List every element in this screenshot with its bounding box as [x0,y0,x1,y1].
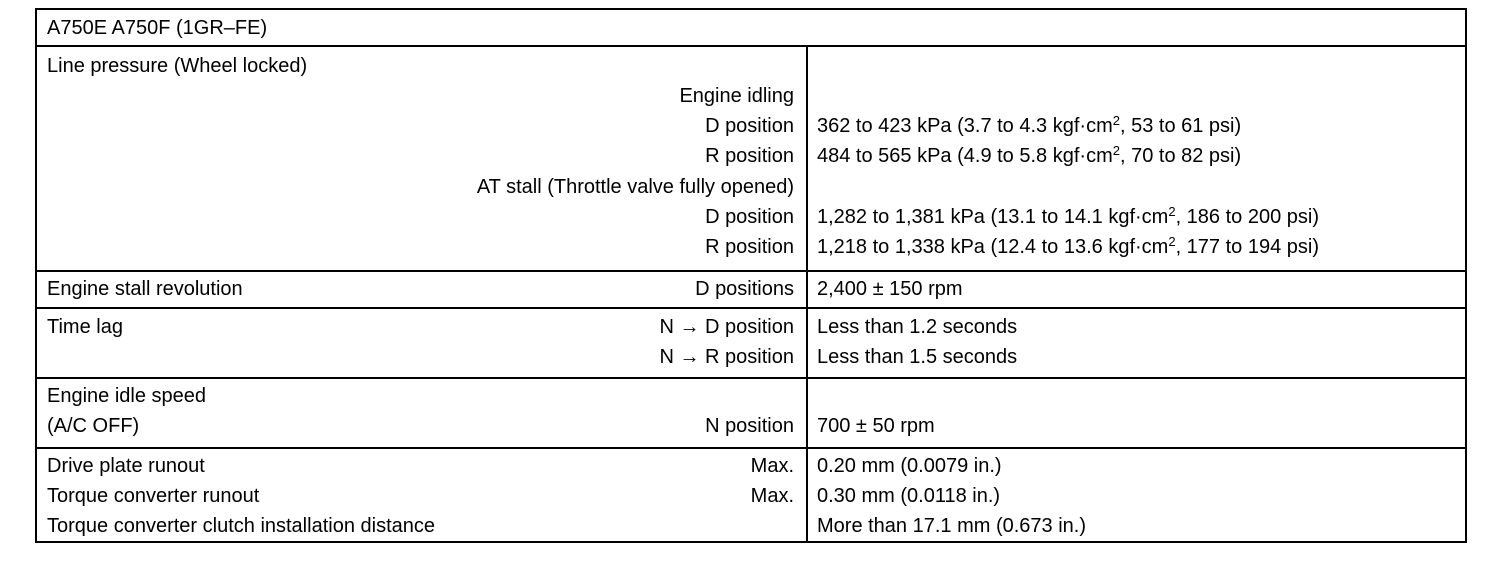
drive-plate-runout-value: 0.20 mm (0.0079 in.) [817,455,1002,477]
idle-speed-title-line1: Engine idle speed [47,385,207,407]
line-pressure-values [808,47,1465,270]
idle-speed-section [37,379,1465,449]
converter-runout-value: 0.30 mm (0.0118 in.) [817,485,1001,507]
engine-stall-value: 2,400 ± 150 rpm [817,278,963,300]
idle-r-pressure-value: 484 to 565 kPa (4.9 to 5.8 $kgf\cdot cm^2$, 70 to 82 psi) [817,143,1242,167]
idle-d-position-label: D position [705,115,794,137]
stall-r-pressure-value: 1,218 to 1,338 kPa (12.4 to 13.6 $kgf\cdot cm^2$, 177 to 194 psi) [817,234,1319,258]
drive-plate-runout-condition: Max. [750,455,794,477]
line-pressure-title: Line pressure (Wheel locked) [47,55,308,77]
stall-d-pressure-value: 1,282 to 1,381 kPa (13.1 to 14.1 $kgf\cdot cm^2$, 186 to 200 psi) [817,204,1319,228]
idle-speed-title-line2: (A/C OFF) [47,415,140,437]
stall-d-position-label: D position [705,206,794,228]
converter-runout-condition: Max. [750,485,794,507]
converter-runout-label: Torque converter runout [47,485,260,507]
column-divider [806,47,808,541]
engine-stall-title: Engine stall revolution [47,278,243,300]
table-title: A750E A750F (1GR–FE) [47,17,268,39]
time-lag-nr-label: N → R position [659,346,794,368]
engine-idling-label: Engine idling [679,85,794,107]
time-lag-section [37,309,1465,379]
runout-section [37,449,1465,543]
time-lag-nd-label: N → D position [659,316,794,338]
time-lag-nd-value: Less than 1.2 seconds [817,316,1018,338]
time-lag-title: Time lag [47,316,123,338]
spec-table [35,8,1467,543]
idle-r-position-label: R position [705,145,794,167]
clutch-distance-label: Torque converter clutch installation distance [47,515,435,537]
idle-speed-value: 700 ± 50 rpm [817,415,935,437]
time-lag-nr-value: Less than 1.5 seconds [817,346,1018,368]
line-pressure-labels [37,47,806,270]
drive-plate-runout-label: Drive plate runout [47,455,205,477]
stall-r-position-label: R position [705,236,794,258]
engine-stall-condition: D positions [695,278,794,300]
table-header [37,10,1465,47]
at-stall-label: AT stall (Throttle valve fully opened) [476,176,794,198]
line-pressure-section [37,47,1465,272]
clutch-distance-value: More than 17.1 mm (0.673 in.) [817,515,1087,537]
idle-d-pressure-value: 362 to 423 kPa (3.7 to 4.3 $kgf\cdot cm^2$, 53 to 61 psi) [817,113,1242,137]
idle-speed-condition: N position [705,415,794,437]
engine-stall-section [37,272,1465,309]
